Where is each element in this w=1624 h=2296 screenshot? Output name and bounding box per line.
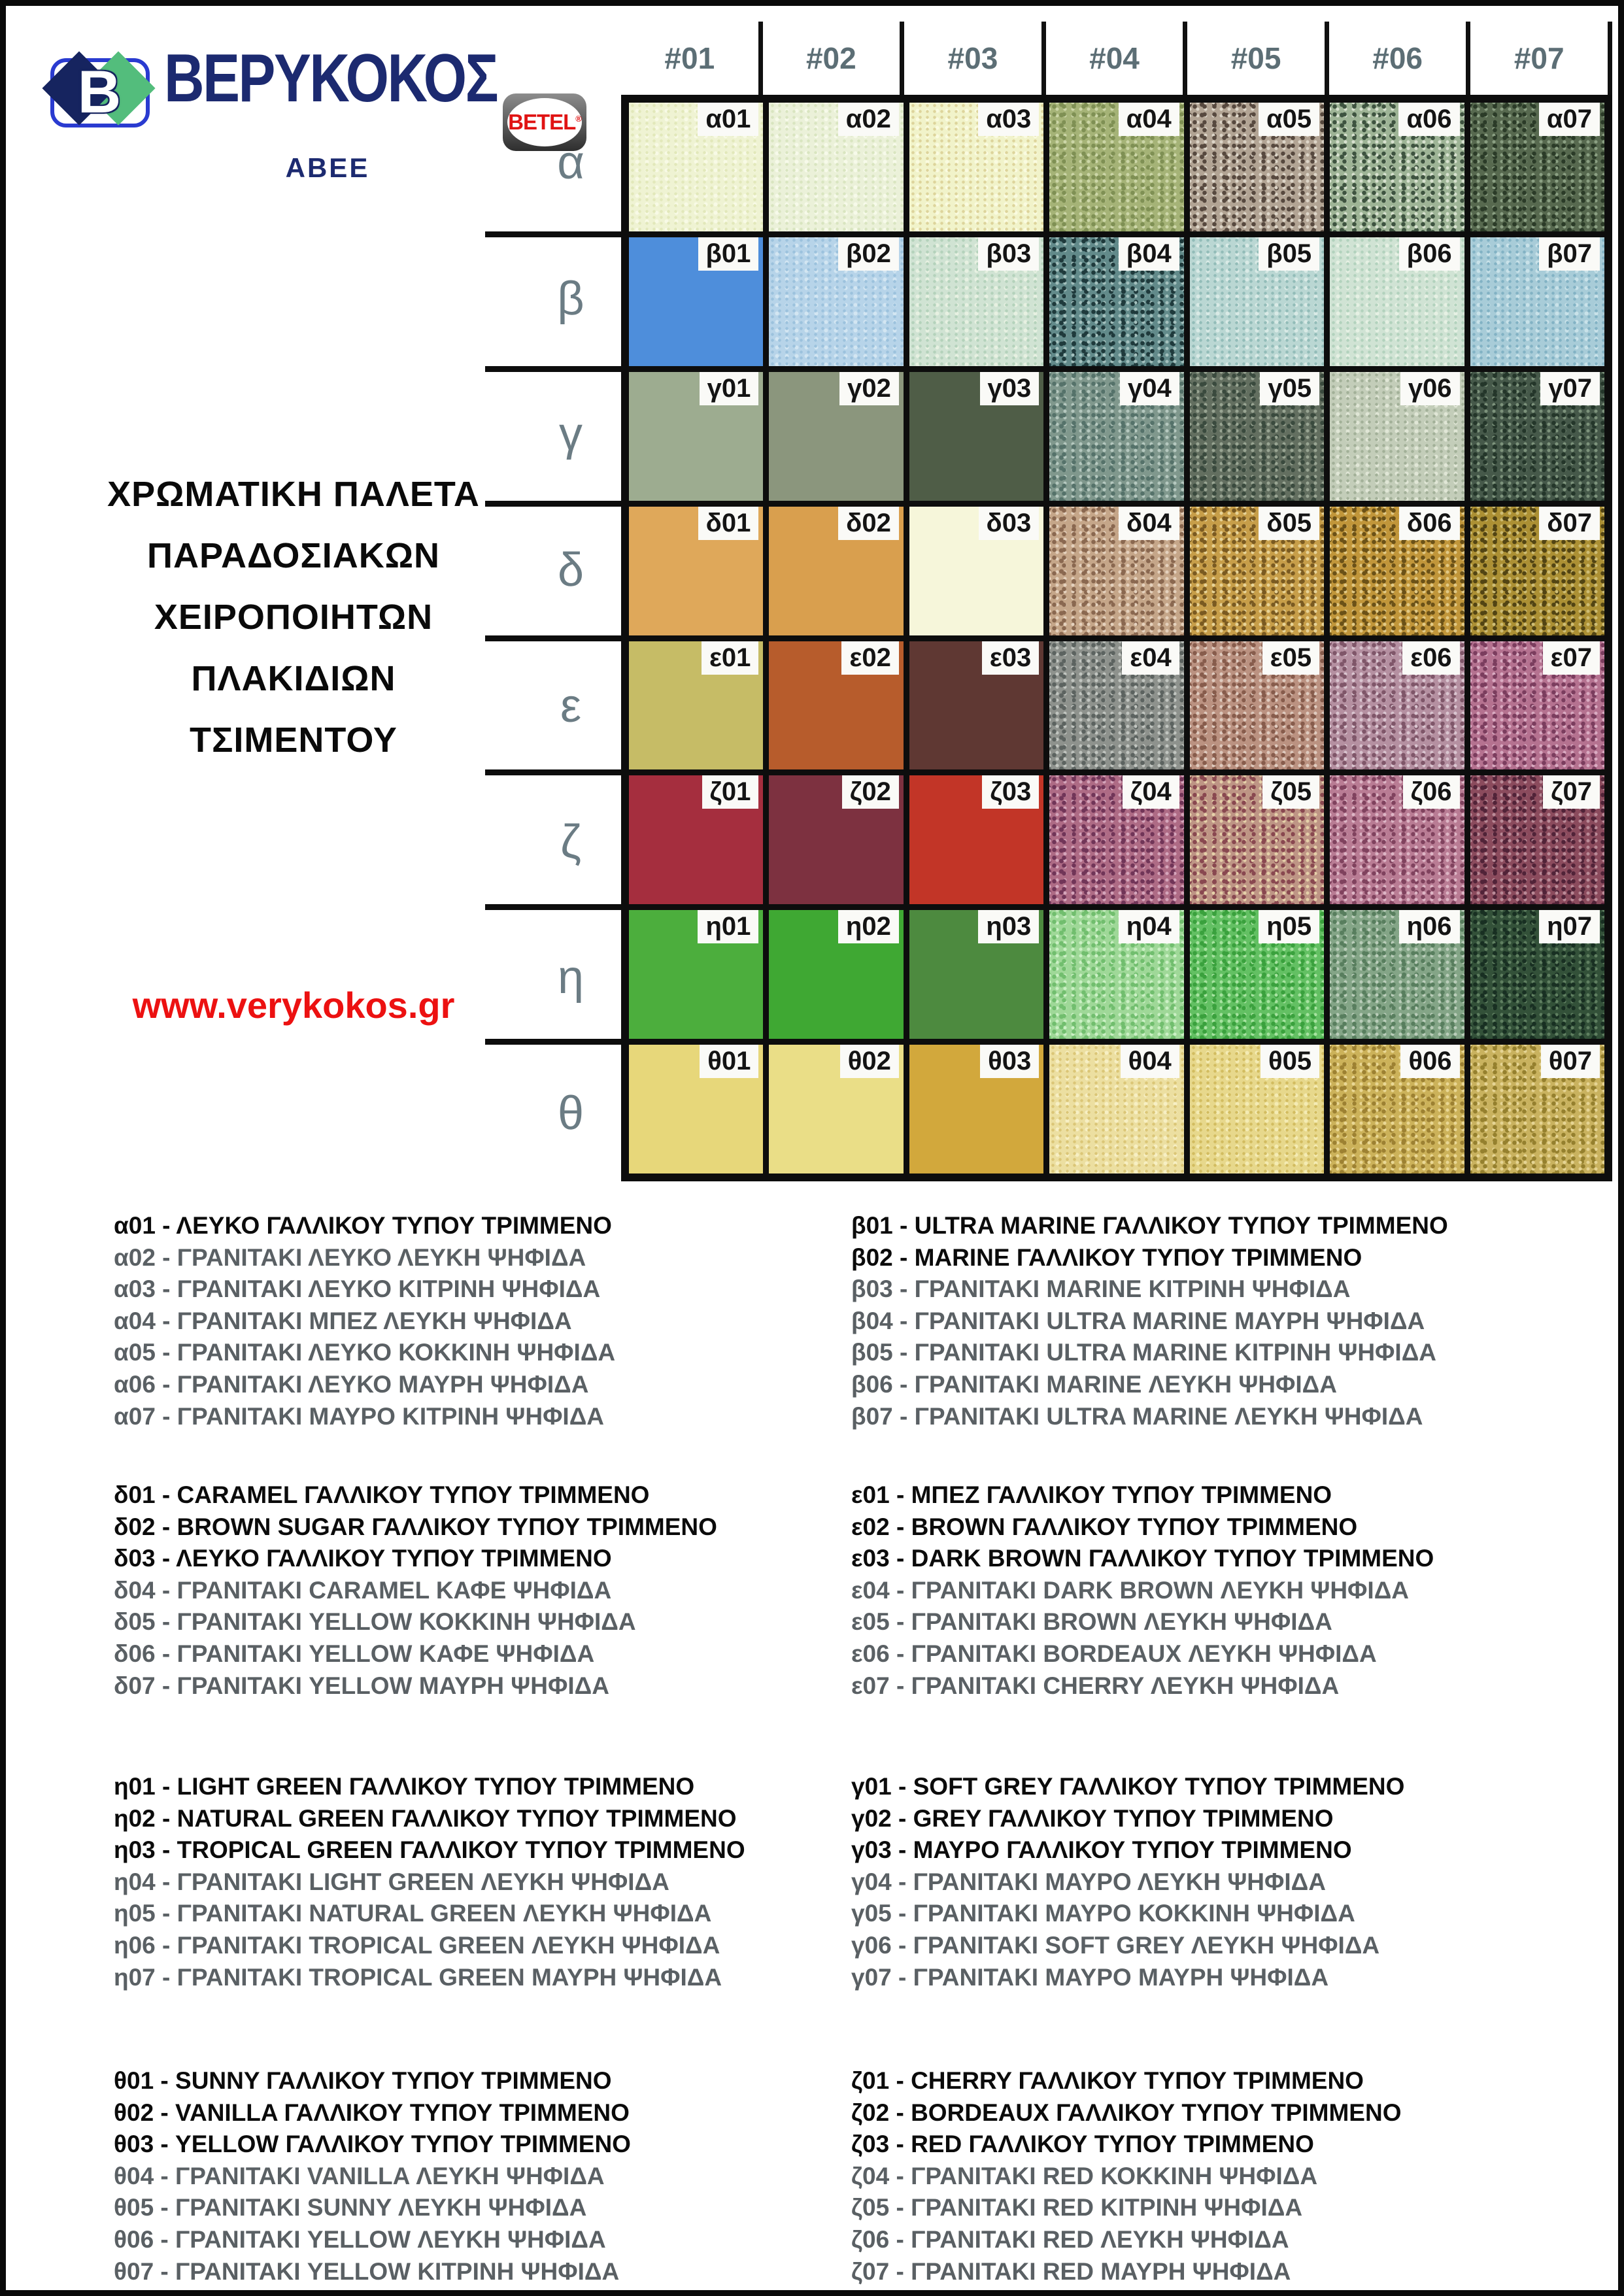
swatch-α04 <box>1049 103 1183 231</box>
swatch-α07 <box>1470 103 1604 231</box>
legend-entry-β06: β06 - ΓΡΑΝΙΤΑΚΙ MARINE ΛΕΥΚΗ ΨΗΦΙΔΑ <box>851 1370 1337 1398</box>
legend-entry-α01: α01 - ΛΕΥΚΟ ΓΑΛΛΙΚΟΥ ΤΥΠΟΥ ΤΡΙΜΜΕΝΟ <box>114 1212 612 1239</box>
brand-logo-icon <box>50 42 150 131</box>
legend-entry-γ05: γ05 - ΓΡΑΝΙΤΑΚΙ ΜΑΥΡΟ ΚΟΚΚΙΝΗ ΨΗΦΙΔΑ <box>851 1900 1355 1927</box>
swatch-δ03 <box>909 507 1043 635</box>
column-header-06: #06 <box>1329 22 1471 95</box>
swatch-code-tag: α07 <box>1539 103 1600 136</box>
row-divider-line <box>485 366 630 372</box>
swatch-β02 <box>769 237 903 366</box>
legend-entry-θ07: θ07 - ΓΡΑΝΙΤΑΚΙ YELLOW ΚΙΤΡΙΝΗ ΨΗΦΙΔΑ <box>114 2257 620 2285</box>
legend-entry-ε02: ε02 - BROWN ΓΑΛΛΙΚΟΥ ΤΥΠΟΥ ΤΡΙΜΜΕΝΟ <box>851 1513 1358 1540</box>
legend-entry-β01: β01 - ULTRA MARINE ΓΑΛΛΙΚΟΥ ΤΥΠΟΥ ΤΡΙΜΜΕΝΟ <box>851 1212 1448 1239</box>
legend-entry-ε07: ε07 - ΓΡΑΝΙΤΑΚΙ CHERRY ΛΕΥΚΗ ΨΗΦΙΔΑ <box>851 1672 1340 1699</box>
legend-entry-ζ01: ζ01 - CHERRY ΓΑΛΛΙΚΟΥ ΤΥΠΟΥ ΤΡΙΜΜΕΝΟ <box>851 2067 1364 2094</box>
swatch-code-tag: δ01 <box>698 507 759 540</box>
legend-entry-α05: α05 - ΓΡΑΝΙΤΑΚΙ ΛΕΥΚΟ ΚΟΚΚΙΝΗ ΨΗΦΙΔΑ <box>114 1339 616 1366</box>
column-header-05: #05 <box>1187 22 1329 95</box>
swatch-code-tag: ε01 <box>702 641 758 675</box>
swatch-ε03 <box>909 641 1043 770</box>
swatch-α02 <box>769 103 903 231</box>
swatch-code-tag: δ06 <box>1399 507 1460 540</box>
swatch-code-tag: β06 <box>1399 237 1460 271</box>
legend-entry-η03: η03 - TROPICAL GREEN ΓΑΛΛΙΚΟΥ ΤΥΠΟΥ ΤΡΙΜΜΕΝΟ <box>114 1836 745 1864</box>
legend-entry-ζ02: ζ02 - BORDEAUX ΓΑΛΛΙΚΟΥ ΤΥΠΟΥ ΤΡΙΜΜΕΝΟ <box>851 2099 1402 2126</box>
swatch-δ01 <box>629 507 763 635</box>
row-divider-line <box>485 501 630 507</box>
brand-subtitle: ΑΒΕΕ <box>285 152 370 183</box>
swatch-code-tag: δ03 <box>979 507 1040 540</box>
legend-entry-θ06: θ06 - ΓΡΑΝΙΤΑΚΙ YELLOW ΛΕΥΚΗ ΨΗΦΙΔΑ <box>114 2225 606 2253</box>
swatch-θ07 <box>1470 1045 1604 1173</box>
swatch-δ02 <box>769 507 903 635</box>
swatch-η01 <box>629 910 763 1039</box>
legend-entry-ζ06: ζ06 - ΓΡΑΝΙΤΑΚΙ RED ΛΕΥΚΗ ΨΗΦΙΔΑ <box>851 2225 1289 2253</box>
swatch-code-tag: ε04 <box>1122 641 1179 675</box>
legend-entry-ε03: ε03 - DARK BROWN ΓΑΛΛΙΚΟΥ ΤΥΠΟΥ ΤΡΙΜΜΕΝΟ <box>851 1545 1434 1572</box>
swatch-code-tag: α06 <box>1398 103 1459 136</box>
swatch-β01 <box>629 237 763 366</box>
row-divider-line <box>485 1039 630 1045</box>
swatch-code-tag: ε02 <box>841 641 898 675</box>
swatch-code-tag: ζ02 <box>842 775 899 809</box>
swatch-code-tag: η06 <box>1399 910 1460 943</box>
swatch-α03 <box>909 103 1043 231</box>
swatch-ε05 <box>1190 641 1324 770</box>
page-title <box>45 464 542 771</box>
swatch-η06 <box>1330 910 1464 1039</box>
swatch-α05 <box>1190 103 1324 231</box>
column-header-07: #07 <box>1470 22 1612 95</box>
row-label-γ: γ <box>559 408 583 461</box>
swatch-ζ06 <box>1330 775 1464 904</box>
swatch-β05 <box>1190 237 1324 366</box>
palette-column-headers <box>621 22 1612 95</box>
swatch-γ01 <box>629 372 763 501</box>
swatch-θ05 <box>1190 1045 1324 1173</box>
row-label-ε: ε <box>560 679 582 732</box>
legend-group-δ <box>114 1479 853 1702</box>
legend-entry-γ07: γ07 - ΓΡΑΝΙΤΑΚΙ ΜΑΥΡΟ ΜΑΥΡΗ ΨΗΦΙΔΑ <box>851 1963 1329 1991</box>
legend-entry-ζ03: ζ03 - RED ΓΑΛΛΙΚΟΥ ΤΥΠΟΥ ΤΡΙΜΜΕΝΟ <box>851 2131 1314 2158</box>
swatch-ζ07 <box>1470 775 1604 904</box>
swatch-grid <box>621 95 1612 1181</box>
swatch-γ07 <box>1470 372 1604 501</box>
legend-entry-β04: β04 - ΓΡΑΝΙΤΑΚΙ ULTRA MARINE ΜΑΥΡΗ ΨΗΦΙΔΑ <box>851 1307 1425 1334</box>
title-line: ΤΣΙΜΕΝΤΟΥ <box>190 720 398 760</box>
swatch-η04 <box>1049 910 1183 1039</box>
legend-entry-β05: β05 - ΓΡΑΝΙΤΑΚΙ ULTRA MARINE ΚΙΤΡΙΝΗ ΨΗΦΙΔΑ <box>851 1339 1437 1366</box>
swatch-θ03 <box>909 1045 1043 1173</box>
swatch-code-tag: δ05 <box>1259 507 1319 540</box>
swatch-ε01 <box>629 641 763 770</box>
swatch-code-tag: α02 <box>838 103 899 136</box>
swatch-code-tag: θ01 <box>700 1045 758 1078</box>
swatch-code-tag: γ07 <box>1540 372 1600 405</box>
title-line: ΧΡΩΜΑΤΙΚΗ ΠΑΛΕΤΑ <box>107 475 480 514</box>
swatch-code-tag: δ02 <box>838 507 899 540</box>
swatch-ζ01 <box>629 775 763 904</box>
swatch-code-tag: γ03 <box>980 372 1040 405</box>
swatch-γ03 <box>909 372 1043 501</box>
swatch-code-tag: β02 <box>838 237 899 271</box>
swatch-code-tag: γ02 <box>839 372 899 405</box>
swatch-code-tag: β01 <box>698 237 759 271</box>
legend-group-ε <box>851 1479 1590 1702</box>
legend-entry-θ02: θ02 - VANILLA ΓΑΛΛΙΚΟΥ ΤΥΠΟΥ ΤΡΙΜΜΕΝΟ <box>114 2099 630 2126</box>
legend-entry-ζ04: ζ04 - ΓΡΑΝΙΤΑΚΙ RED ΚΟΚΚΙΝΗ ΨΗΦΙΔΑ <box>851 2162 1318 2189</box>
legend-entry-η01: η01 - LIGHT GREEN ΓΑΛΛΙΚΟΥ ΤΥΠΟΥ ΤΡΙΜΜΕΝΟ <box>114 1773 695 1800</box>
legend-entry-θ05: θ05 - ΓΡΑΝΙΤΑΚΙ SUNNY ΛΕΥΚΗ ΨΗΦΙΔΑ <box>114 2194 587 2221</box>
legend-entry-ζ05: ζ05 - ΓΡΑΝΙΤΑΚΙ RED ΚΙΤΡΙΝΗ ΨΗΦΙΔΑ <box>851 2194 1303 2221</box>
swatch-code-tag: ε06 <box>1402 641 1459 675</box>
legend-entry-γ02: γ02 - GREY ΓΑΛΛΙΚΟΥ ΤΥΠΟΥ ΤΡΙΜΜΕΝΟ <box>851 1804 1334 1832</box>
swatch-η03 <box>909 910 1043 1039</box>
legend-entry-β07: β07 - ΓΡΑΝΙΤΑΚΙ ULTRA MARINE ΛΕΥΚΗ ΨΗΦΙΔΑ <box>851 1402 1423 1430</box>
legend-entry-γ04: γ04 - ΓΡΑΝΙΤΑΚΙ ΜΑΥΡΟ ΛΕΥΚΗ ΨΗΦΙΔΑ <box>851 1868 1326 1895</box>
swatch-code-tag: θ06 <box>1400 1045 1459 1078</box>
brand-header <box>45 37 581 183</box>
brand-wordmark: ΒΕΡΥΚΟΚΟΣ <box>164 41 498 116</box>
swatch-code-tag: ζ03 <box>982 775 1039 809</box>
swatch-code-tag: θ04 <box>1121 1045 1179 1078</box>
swatch-code-tag: ε03 <box>982 641 1039 675</box>
row-label-α: α <box>557 136 584 189</box>
legend-entry-ε05: ε05 - ΓΡΑΝΙΤΑΚΙ BROWN ΛΕΥΚΗ ΨΗΦΙΔΑ <box>851 1608 1332 1636</box>
swatch-code-tag: β05 <box>1259 237 1319 271</box>
legend-entry-δ01: δ01 - CARAMEL ΓΑΛΛΙΚΟΥ ΤΥΠΟΥ ΤΡΙΜΜΕΝΟ <box>114 1481 650 1508</box>
legend-entry-ε01: ε01 - ΜΠΕΖ ΓΑΛΛΙΚΟΥ ΤΥΠΟΥ ΤΡΙΜΜΕΝΟ <box>851 1481 1332 1508</box>
swatch-code-tag: η07 <box>1539 910 1600 943</box>
swatch-code-tag: ζ05 <box>1262 775 1319 809</box>
swatch-code-tag: δ04 <box>1119 507 1179 540</box>
swatch-ε06 <box>1330 641 1464 770</box>
swatch-ζ03 <box>909 775 1043 904</box>
legend-group-η <box>114 1771 853 1993</box>
row-divider-line <box>485 904 630 910</box>
column-header-04: #04 <box>1046 22 1188 95</box>
swatch-α06 <box>1330 103 1464 231</box>
swatch-ζ02 <box>769 775 903 904</box>
column-header-01: #01 <box>621 22 763 95</box>
legend-entry-α02: α02 - ΓΡΑΝΙΤΑΚΙ ΛΕΥΚΟ ΛΕΥΚΗ ΨΗΦΙΔΑ <box>114 1243 586 1271</box>
swatch-code-tag: θ07 <box>1541 1045 1600 1078</box>
swatch-code-tag: α01 <box>698 103 758 136</box>
swatch-code-tag: α04 <box>1119 103 1179 136</box>
legend-entry-ζ07: ζ07 - ΓΡΑΝΙΤΑΚΙ RED ΜΑΥΡΗ ΨΗΦΙΔΑ <box>851 2257 1291 2285</box>
legend-group-θ <box>114 2065 853 2288</box>
betel-badge-label: BETEL <box>508 110 576 134</box>
swatch-γ02 <box>769 372 903 501</box>
swatch-α01 <box>629 103 763 231</box>
legend-entry-θ01: θ01 - SUNNY ΓΑΛΛΙΚΟΥ ΤΥΠΟΥ ΤΡΙΜΜΕΝΟ <box>114 2067 612 2094</box>
column-header-02: #02 <box>763 22 905 95</box>
legend-entry-η05: η05 - ΓΡΑΝΙΤΑΚΙ NATURAL GREEN ΛΕΥΚΗ ΨΗΦΙΔΑ <box>114 1900 712 1927</box>
legend-entry-γ03: γ03 - ΜΑΥΡΟ ΓΑΛΛΙΚΟΥ ΤΥΠΟΥ ΤΡΙΜΜΕΝΟ <box>851 1836 1352 1864</box>
swatch-code-tag: ε07 <box>1543 641 1600 675</box>
swatch-θ06 <box>1330 1045 1464 1173</box>
swatch-δ06 <box>1330 507 1464 635</box>
swatch-η05 <box>1190 910 1324 1039</box>
swatch-δ07 <box>1470 507 1604 635</box>
legend-group-γ <box>851 1771 1590 1993</box>
swatch-code-tag: ζ01 <box>702 775 759 809</box>
legend-entry-ε06: ε06 - ΓΡΑΝΙΤΑΚΙ BORDEAUX ΛΕΥΚΗ ΨΗΦΙΔΑ <box>851 1640 1377 1667</box>
swatch-γ04 <box>1049 372 1183 501</box>
swatch-code-tag: β03 <box>978 237 1039 271</box>
swatch-code-tag: γ05 <box>1260 372 1319 405</box>
legend-entry-β03: β03 - ΓΡΑΝΙΤΑΚΙ MARINE ΚΙΤΡΙΝΗ ΨΗΦΙΔΑ <box>851 1275 1351 1303</box>
row-label-η: η <box>557 951 584 1004</box>
swatch-code-tag: θ02 <box>840 1045 899 1078</box>
website-url: www.verykokos.gr <box>132 985 455 1026</box>
swatch-γ05 <box>1190 372 1324 501</box>
swatch-code-tag: η03 <box>978 910 1039 943</box>
row-divider-line <box>485 231 630 237</box>
legend-entry-η07: η07 - ΓΡΑΝΙΤΑΚΙ TROPICAL GREEN ΜΑΥΡΗ ΨΗΦΙΔΑ <box>114 1963 722 1991</box>
swatch-β07 <box>1470 237 1604 366</box>
legend-entry-γ01: γ01 - SOFT GREY ΓΑΛΛΙΚΟΥ ΤΥΠΟΥ ΤΡΙΜΜΕΝΟ <box>851 1773 1405 1800</box>
title-line: ΠΛΑΚΙΔΙΩΝ <box>191 659 396 698</box>
legend-entry-θ03: θ03 - YELLOW ΓΑΛΛΙΚΟΥ ΤΥΠΟΥ ΤΡΙΜΜΕΝΟ <box>114 2131 631 2158</box>
swatch-code-tag: ζ06 <box>1403 775 1460 809</box>
swatch-code-tag: ε05 <box>1262 641 1319 675</box>
swatch-code-tag: ζ04 <box>1123 775 1179 809</box>
swatch-θ01 <box>629 1045 763 1173</box>
column-header-03: #03 <box>904 22 1046 95</box>
swatch-θ02 <box>769 1045 903 1173</box>
title-line: ΧΕΙΡΟΠΟΙΗΤΩΝ <box>154 598 433 637</box>
swatch-code-tag: β04 <box>1119 237 1179 271</box>
swatch-ε04 <box>1049 641 1183 770</box>
swatch-θ04 <box>1049 1045 1183 1173</box>
legend-entry-δ06: δ06 - ΓΡΑΝΙΤΑΚΙ YELLOW ΚΑΦΕ ΨΗΦΙΔΑ <box>114 1640 595 1667</box>
legend-entry-δ02: δ02 - BROWN SUGAR ΓΑΛΛΙΚΟΥ ΤΥΠΟΥ ΤΡΙΜΜΕΝΟ <box>114 1513 717 1540</box>
swatch-η02 <box>769 910 903 1039</box>
legend-entry-δ04: δ04 - ΓΡΑΝΙΤΑΚΙ CARAMEL ΚΑΦΕ ΨΗΦΙΔΑ <box>114 1576 612 1604</box>
row-label-ζ: ζ <box>560 815 581 868</box>
logo-letter: B <box>77 59 122 126</box>
registered-mark-icon: ® <box>575 114 581 124</box>
swatch-ζ05 <box>1190 775 1324 904</box>
legend-entry-α04: α04 - ΓΡΑΝΙΤΑΚΙ ΜΠΕΖ ΛΕΥΚΗ ΨΗΦΙΔΑ <box>114 1307 572 1334</box>
legend-entry-γ06: γ06 - ΓΡΑΝΙΤΑΚΙ SOFT GREY ΛΕΥΚΗ ΨΗΦΙΔΑ <box>851 1931 1380 1959</box>
swatch-code-tag: γ06 <box>1400 372 1460 405</box>
swatch-code-tag: γ01 <box>700 372 759 405</box>
swatch-code-tag: η04 <box>1119 910 1179 943</box>
swatch-code-tag: δ07 <box>1539 507 1600 540</box>
swatch-code-tag: θ03 <box>980 1045 1039 1078</box>
legend-entry-δ07: δ07 - ΓΡΑΝΙΤΑΚΙ YELLOW ΜΑΥΡΗ ΨΗΦΙΔΑ <box>114 1672 609 1699</box>
legend-entry-η04: η04 - ΓΡΑΝΙΤΑΚΙ LIGHT GREEN ΛΕΥΚΗ ΨΗΦΙΔΑ <box>114 1868 669 1895</box>
swatch-code-tag: α05 <box>1259 103 1319 136</box>
swatch-code-tag: η05 <box>1259 910 1319 943</box>
legend-group-ζ <box>851 2065 1590 2288</box>
swatch-β03 <box>909 237 1043 366</box>
swatch-η07 <box>1470 910 1604 1039</box>
legend-entry-η02: η02 - NATURAL GREEN ΓΑΛΛΙΚΟΥ ΤΥΠΟΥ ΤΡΙΜΜΕΝΟ <box>114 1804 737 1832</box>
swatch-δ04 <box>1049 507 1183 635</box>
legend-group-α <box>114 1210 853 1432</box>
swatch-code-tag: η01 <box>698 910 758 943</box>
row-divider-line <box>485 769 630 775</box>
swatch-ε02 <box>769 641 903 770</box>
swatch-code-tag: α03 <box>978 103 1039 136</box>
swatch-code-tag: β07 <box>1539 237 1600 271</box>
legend-entry-ε04: ε04 - ΓΡΑΝΙΤΑΚΙ DARK BROWN ΛΕΥΚΗ ΨΗΦΙΔΑ <box>851 1576 1410 1604</box>
legend-entry-δ03: δ03 - ΛΕΥΚΟ ΓΑΛΛΙΚΟΥ ΤΥΠΟΥ ΤΡΙΜΜΕΝΟ <box>114 1545 612 1572</box>
swatch-code-tag: η02 <box>838 910 899 943</box>
row-divider-line <box>485 635 630 641</box>
swatch-β06 <box>1330 237 1464 366</box>
row-label-δ: δ <box>557 544 584 597</box>
swatch-β04 <box>1049 237 1183 366</box>
swatch-ε07 <box>1470 641 1604 770</box>
swatch-code-tag: γ04 <box>1120 372 1179 405</box>
row-label-θ: θ <box>557 1087 584 1140</box>
legend-entry-θ04: θ04 - ΓΡΑΝΙΤΑΚΙ VANILLA ΛΕΥΚΗ ΨΗΦΙΔΑ <box>114 2162 605 2189</box>
swatch-δ05 <box>1190 507 1324 635</box>
swatch-code-tag: θ05 <box>1260 1045 1319 1078</box>
swatch-γ06 <box>1330 372 1464 501</box>
legend-entry-δ05: δ05 - ΓΡΑΝΙΤΑΚΙ YELLOW ΚΟΚΚΙΝΗ ΨΗΦΙΔΑ <box>114 1608 636 1636</box>
legend-entry-β02: β02 - MARINE ΓΑΛΛΙΚΟΥ ΤΥΠΟΥ ΤΡΙΜΜΕΝΟ <box>851 1243 1362 1271</box>
legend-entry-α06: α06 - ΓΡΑΝΙΤΑΚΙ ΛΕΥΚΟ ΜΑΥΡΗ ΨΗΦΙΔΑ <box>114 1370 589 1398</box>
swatch-ζ04 <box>1049 775 1183 904</box>
legend-entry-η06: η06 - ΓΡΑΝΙΤΑΚΙ TROPICAL GREEN ΛΕΥΚΗ ΨΗΦΙΔΑ <box>114 1931 720 1959</box>
row-label-β: β <box>557 272 584 325</box>
swatch-code-tag: ζ07 <box>1543 775 1600 809</box>
legend-entry-α03: α03 - ΓΡΑΝΙΤΑΚΙ ΛΕΥΚΟ ΚΙΤΡΙΝΗ ΨΗΦΙΔΑ <box>114 1275 601 1303</box>
title-line: ΠΑΡΑΔΟΣΙΑΚΩΝ <box>146 536 441 575</box>
legend-group-β <box>851 1210 1590 1432</box>
legend-entry-α07: α07 - ΓΡΑΝΙΤΑΚΙ ΜΑΥΡΟ ΚΙΤΡΙΝΗ ΨΗΦΙΔΑ <box>114 1402 605 1430</box>
